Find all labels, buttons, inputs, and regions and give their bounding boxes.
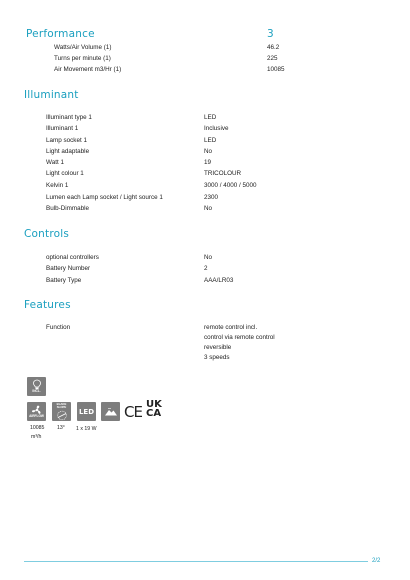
- section-title-features: Features: [24, 299, 71, 311]
- spec-value: 46.2: [267, 44, 280, 51]
- spec-label: Bulb-Dimmable: [46, 205, 90, 212]
- spec-value: TRICOLOUR: [204, 170, 242, 177]
- spec-label: Kelvin 1: [46, 182, 69, 189]
- ce-mark-icon: CE: [124, 403, 142, 421]
- spec-label: Watt 1: [46, 159, 64, 166]
- spec-value: 3000 / 4000 / 5000: [204, 182, 257, 189]
- spec-value: No: [204, 148, 213, 155]
- page-number: 2/2: [372, 557, 381, 564]
- spec-label: Light colour 1: [46, 170, 84, 177]
- airflow-unit-caption: m³/h: [31, 434, 42, 440]
- blade-angle-icon: [56, 410, 68, 421]
- spec-label: Turns per minute (1): [54, 55, 111, 62]
- ukca-mark-icon: [146, 400, 162, 418]
- spec-label: Illuminant 1: [46, 125, 79, 132]
- led-value-caption: 1 x 19 W: [76, 426, 97, 432]
- spec-label: Illuminant type 1: [46, 114, 92, 121]
- spec-label: Lumen each Lamp socket / Light source 1: [46, 194, 163, 201]
- spec-label: Air Movement m3/Hr (1): [54, 66, 122, 73]
- spec-value: LED: [204, 137, 217, 144]
- performance-value: 3: [267, 28, 274, 40]
- ukca-top-text: UK: [146, 399, 162, 410]
- spec-value: 2300: [204, 194, 219, 201]
- spec-label: Light adaptable: [46, 148, 90, 155]
- ukca-bottom-text: CA: [146, 408, 162, 419]
- section-title-illuminant: Illuminant: [24, 89, 79, 101]
- spec-label: Battery Type: [46, 277, 82, 284]
- light-beam-icon: [101, 402, 120, 421]
- led-icon: [77, 402, 96, 421]
- spec-label: optional controllers: [46, 254, 99, 261]
- airflow-text: AIRFLOW: [29, 413, 44, 418]
- airflow-value-caption: 10085: [30, 425, 45, 431]
- footer-rule: [24, 561, 368, 562]
- spec-label: Watts/Air Volume (1): [54, 44, 112, 51]
- spec-value: LED: [204, 114, 217, 121]
- spec-value: 19: [204, 159, 212, 166]
- blade-slope-icon: [52, 402, 71, 421]
- spec-value: 10085: [267, 66, 285, 73]
- blade-slope-text: BLADE SLOPE: [56, 401, 67, 409]
- spec-value: AAA/LR03: [204, 277, 234, 284]
- spec-value: Inclusive: [204, 125, 229, 132]
- feature-value: control via remote control: [204, 334, 275, 341]
- airflow-icon: [27, 402, 46, 421]
- blade-value-caption: 13°: [57, 425, 65, 431]
- section-title-controls: Controls: [24, 228, 70, 240]
- feature-value: reversible: [204, 344, 232, 351]
- section-title-performance: Performance: [26, 28, 95, 40]
- spec-value: 2: [204, 265, 208, 272]
- feature-label: Function: [46, 324, 71, 331]
- spec-label: Battery Number: [46, 265, 91, 272]
- feature-value: 3 speeds: [204, 354, 230, 361]
- led-text: LED: [78, 407, 95, 416]
- spec-label: Lamp socket 1: [46, 137, 87, 144]
- spec-value: No: [204, 205, 213, 212]
- bulb-included-icon: [27, 377, 46, 396]
- spec-value: No: [204, 254, 213, 261]
- mountain-icon: [104, 407, 118, 417]
- incl-text: INCL.: [32, 389, 41, 394]
- feature-value: remote control incl.: [204, 324, 258, 331]
- spec-value: 225: [267, 55, 278, 62]
